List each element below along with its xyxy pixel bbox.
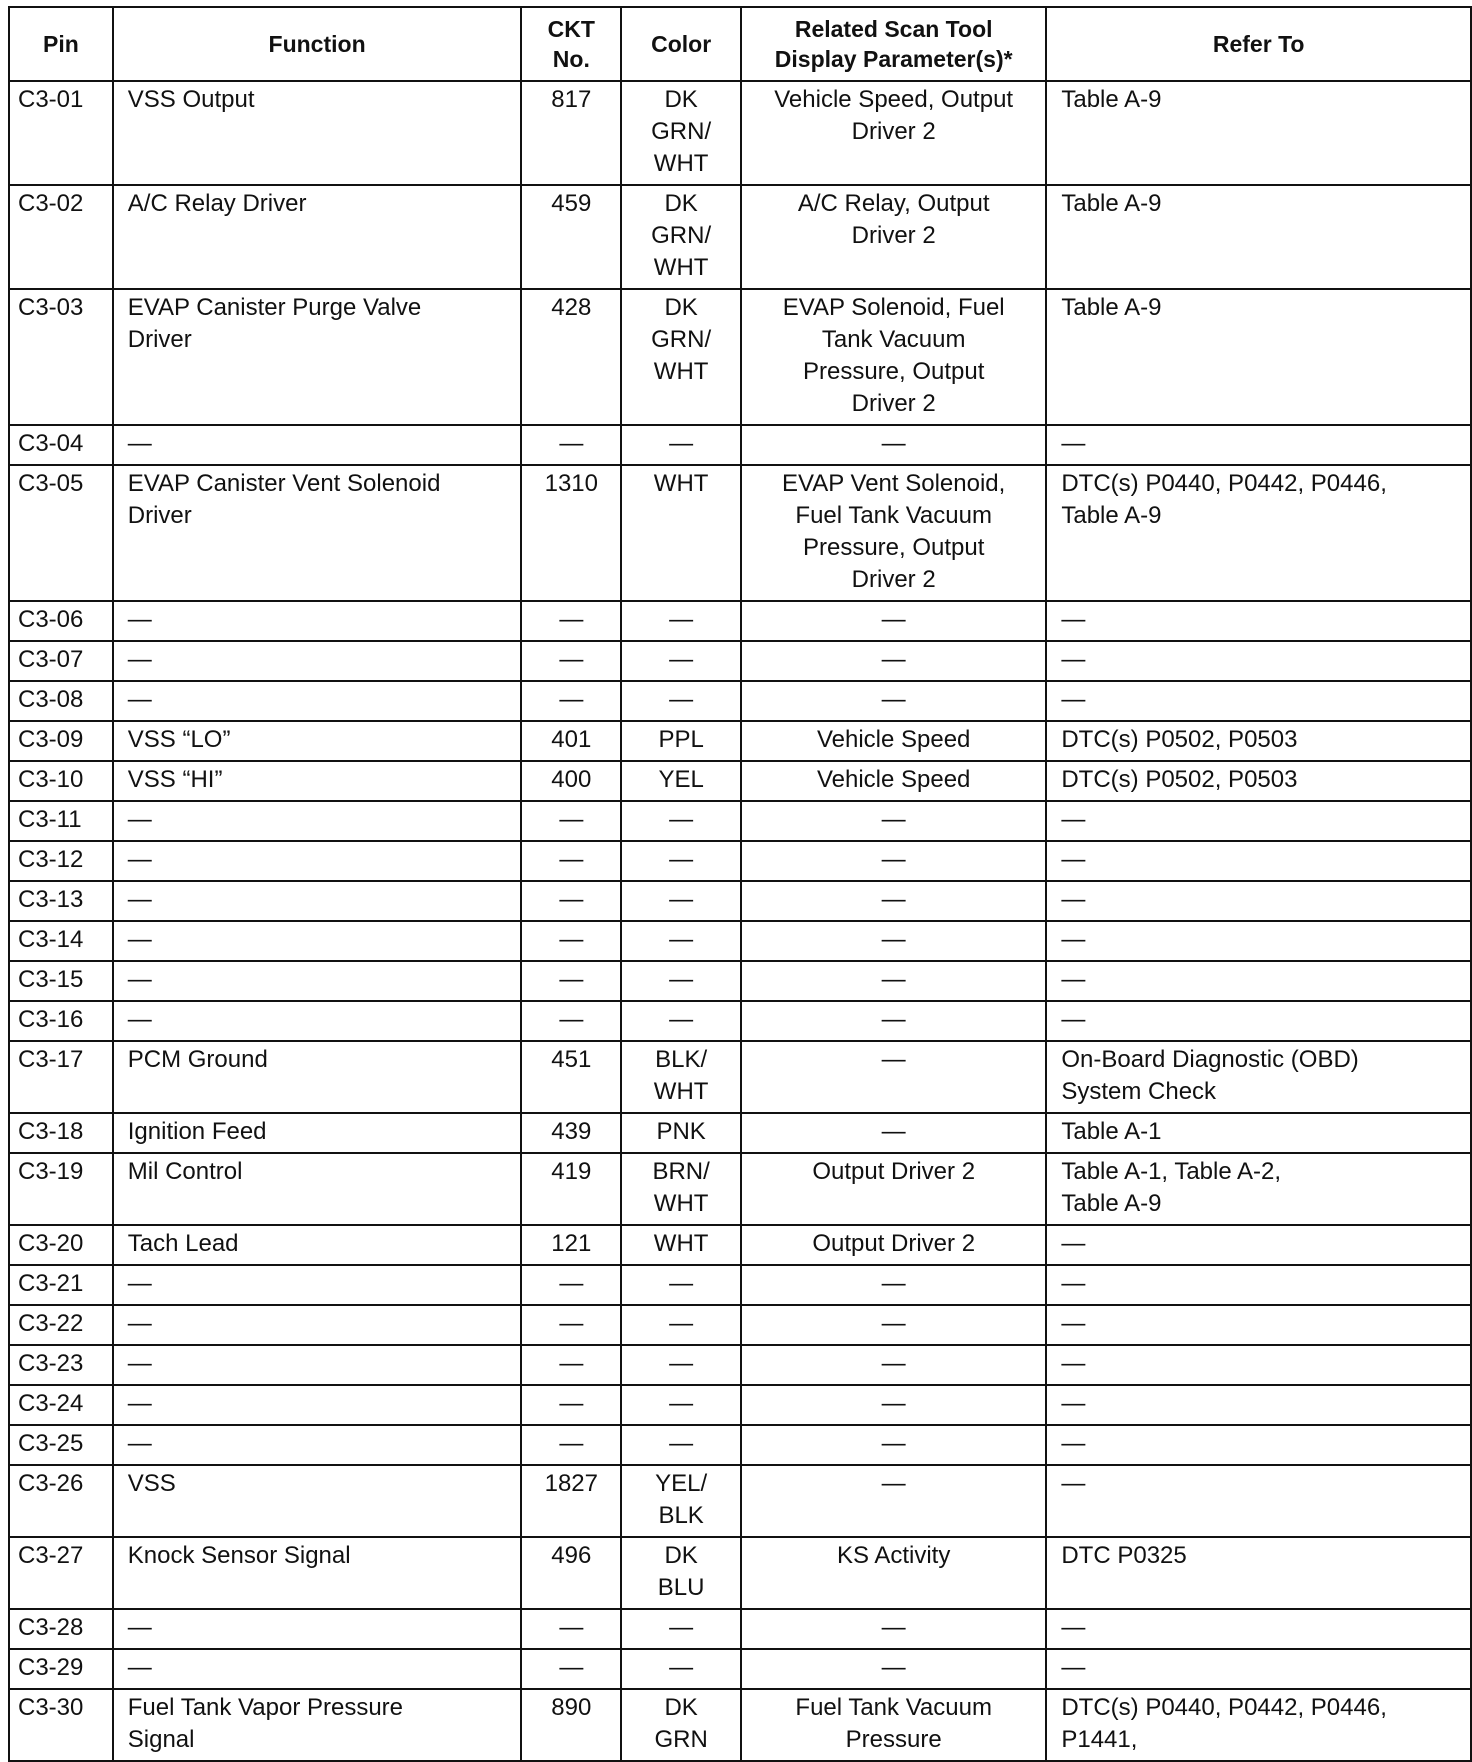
refer-to-cell: —	[1046, 681, 1471, 721]
function-cell: —	[113, 1609, 522, 1649]
pin-cell: C3-01	[9, 81, 113, 185]
pin-cell: C3-29	[9, 1649, 113, 1689]
refer-to-cell: DTC P0325	[1046, 1537, 1471, 1609]
function-cell: EVAP Canister Vent Solenoid Driver	[113, 465, 522, 601]
color-cell: PPL	[621, 721, 741, 761]
function-cell: VSS “HI”	[113, 761, 522, 801]
function-cell: —	[113, 1265, 522, 1305]
pin-cell: C3-12	[9, 841, 113, 881]
ckt-no-cell: 419	[521, 1153, 621, 1225]
header-scan-tool-parameters: Related Scan Tool Display Parameter(s)*	[741, 7, 1046, 81]
function-cell: EVAP Canister Purge Valve Driver	[113, 289, 522, 425]
color-cell: —	[621, 601, 741, 641]
scan-tool-parameter-cell: Output Driver 2	[741, 1225, 1046, 1265]
scan-tool-parameter-cell: —	[741, 1385, 1046, 1425]
pin-cell: C3-03	[9, 289, 113, 425]
table-body	[9, 81, 1471, 1761]
refer-to-cell: —	[1046, 425, 1471, 465]
table-row	[9, 1537, 1471, 1609]
scan-tool-parameter-cell: Output Driver 2	[741, 1153, 1046, 1225]
pin-cell: C3-08	[9, 681, 113, 721]
color-cell: DK GRN	[621, 1689, 741, 1761]
pin-cell: C3-20	[9, 1225, 113, 1265]
ckt-no-cell: —	[521, 1265, 621, 1305]
color-cell: —	[621, 1265, 741, 1305]
scan-tool-parameter-cell: —	[741, 425, 1046, 465]
color-cell: —	[621, 961, 741, 1001]
pin-cell: C3-06	[9, 601, 113, 641]
ckt-no-cell: —	[521, 425, 621, 465]
function-cell: VSS Output	[113, 81, 522, 185]
table-row	[9, 185, 1471, 289]
refer-to-cell: Table A-1	[1046, 1113, 1471, 1153]
refer-to-cell: —	[1046, 961, 1471, 1001]
pin-cell: C3-02	[9, 185, 113, 289]
scan-tool-parameter-cell: —	[741, 681, 1046, 721]
function-cell: Tach Lead	[113, 1225, 522, 1265]
ckt-no-cell: 1827	[521, 1465, 621, 1537]
function-cell: —	[113, 681, 522, 721]
function-cell: —	[113, 425, 522, 465]
scan-tool-parameter-cell: —	[741, 1305, 1046, 1345]
table-row	[9, 961, 1471, 1001]
function-cell: —	[113, 1425, 522, 1465]
table-row	[9, 641, 1471, 681]
function-cell: —	[113, 641, 522, 681]
ckt-no-cell: 890	[521, 1689, 621, 1761]
scan-tool-parameter-cell: —	[741, 641, 1046, 681]
pin-cell: C3-24	[9, 1385, 113, 1425]
color-cell: —	[621, 1425, 741, 1465]
color-cell: DK GRN/ WHT	[621, 185, 741, 289]
header-function: Function	[113, 7, 522, 81]
ckt-no-cell: 121	[521, 1225, 621, 1265]
function-cell: —	[113, 1305, 522, 1345]
pin-cell: C3-13	[9, 881, 113, 921]
refer-to-cell: —	[1046, 1609, 1471, 1649]
color-cell: DK BLU	[621, 1537, 741, 1609]
table-row	[9, 1385, 1471, 1425]
table-row	[9, 289, 1471, 425]
refer-to-cell: —	[1046, 921, 1471, 961]
refer-to-cell: —	[1046, 1265, 1471, 1305]
scan-tool-parameter-cell: —	[741, 1649, 1046, 1689]
pin-cell: C3-05	[9, 465, 113, 601]
color-cell: —	[621, 1385, 741, 1425]
ckt-no-cell: 817	[521, 81, 621, 185]
scan-tool-parameter-cell: —	[741, 921, 1046, 961]
ckt-no-cell: —	[521, 601, 621, 641]
scan-tool-parameter-cell: EVAP Vent Solenoid, Fuel Tank Vacuum Pressure, Output Driver 2	[741, 465, 1046, 601]
scan-tool-parameter-cell: A/C Relay, Output Driver 2	[741, 185, 1046, 289]
table-row	[9, 1265, 1471, 1305]
refer-to-cell: On-Board Diagnostic (OBD) System Check	[1046, 1041, 1471, 1113]
scan-tool-parameter-cell: —	[741, 1265, 1046, 1305]
refer-to-cell: —	[1046, 1649, 1471, 1689]
scan-tool-parameter-cell: —	[741, 841, 1046, 881]
header-refer-to: Refer To	[1046, 7, 1471, 81]
color-cell: DK GRN/ WHT	[621, 289, 741, 425]
pin-cell: C3-07	[9, 641, 113, 681]
table-row	[9, 1113, 1471, 1153]
scan-tool-parameter-cell: KS Activity	[741, 1537, 1046, 1609]
scan-tool-parameter-cell: EVAP Solenoid, Fuel Tank Vacuum Pressure, Output Driver 2	[741, 289, 1046, 425]
scan-tool-parameter-cell: —	[741, 1345, 1046, 1385]
refer-to-cell: DTC(s) P0502, P0503	[1046, 761, 1471, 801]
ckt-no-cell: —	[521, 801, 621, 841]
refer-to-cell: —	[1046, 881, 1471, 921]
pin-cell: C3-30	[9, 1689, 113, 1761]
color-cell: DK GRN/ WHT	[621, 81, 741, 185]
ckt-no-cell: —	[521, 1425, 621, 1465]
table-row	[9, 1649, 1471, 1689]
ckt-no-cell: —	[521, 961, 621, 1001]
function-cell: —	[113, 1649, 522, 1689]
scan-tool-parameter-cell: —	[741, 881, 1046, 921]
refer-to-cell: —	[1046, 801, 1471, 841]
ckt-no-cell: 400	[521, 761, 621, 801]
color-cell: WHT	[621, 465, 741, 601]
table-row	[9, 1465, 1471, 1537]
table-row	[9, 465, 1471, 601]
pin-cell: C3-19	[9, 1153, 113, 1225]
pin-cell: C3-14	[9, 921, 113, 961]
color-cell: —	[621, 1001, 741, 1041]
scan-tool-parameter-cell: —	[741, 961, 1046, 1001]
color-cell: PNK	[621, 1113, 741, 1153]
table-row	[9, 1225, 1471, 1265]
ckt-no-cell: 428	[521, 289, 621, 425]
color-cell: —	[621, 1609, 741, 1649]
ckt-no-cell: —	[521, 1305, 621, 1345]
header-ckt-no: CKT No.	[521, 7, 621, 81]
color-cell: BLK/ WHT	[621, 1041, 741, 1113]
scan-tool-parameter-cell: —	[741, 1609, 1046, 1649]
function-cell: —	[113, 1345, 522, 1385]
table-row	[9, 1153, 1471, 1225]
pin-cell: C3-23	[9, 1345, 113, 1385]
table-row	[9, 681, 1471, 721]
refer-to-cell: DTC(s) P0502, P0503	[1046, 721, 1471, 761]
ckt-no-cell: —	[521, 681, 621, 721]
scan-tool-parameter-cell: —	[741, 1465, 1046, 1537]
pin-table	[8, 6, 1472, 1762]
scan-tool-parameter-cell: Vehicle Speed	[741, 721, 1046, 761]
table-row	[9, 801, 1471, 841]
pin-cell: C3-09	[9, 721, 113, 761]
ckt-no-cell: —	[521, 881, 621, 921]
color-cell: WHT	[621, 1225, 741, 1265]
color-cell: —	[621, 1305, 741, 1345]
header-pin: Pin	[9, 7, 113, 81]
ckt-no-cell: 401	[521, 721, 621, 761]
color-cell: —	[621, 1649, 741, 1689]
refer-to-cell: Table A-9	[1046, 81, 1471, 185]
function-cell: —	[113, 1001, 522, 1041]
color-cell: —	[621, 801, 741, 841]
function-cell: A/C Relay Driver	[113, 185, 522, 289]
scan-tool-parameter-cell: Vehicle Speed	[741, 761, 1046, 801]
color-cell: YEL	[621, 761, 741, 801]
pin-cell: C3-18	[9, 1113, 113, 1153]
table-row	[9, 921, 1471, 961]
refer-to-cell: —	[1046, 1345, 1471, 1385]
scan-tool-parameter-cell: —	[741, 1001, 1046, 1041]
function-cell: PCM Ground	[113, 1041, 522, 1113]
table-row	[9, 881, 1471, 921]
table-row	[9, 1345, 1471, 1385]
pin-cell: C3-17	[9, 1041, 113, 1113]
refer-to-cell: Table A-9	[1046, 185, 1471, 289]
table-row	[9, 761, 1471, 801]
ckt-no-cell: —	[521, 921, 621, 961]
pin-cell: C3-16	[9, 1001, 113, 1041]
table-row	[9, 1041, 1471, 1113]
refer-to-cell: —	[1046, 1425, 1471, 1465]
function-cell: VSS	[113, 1465, 522, 1537]
refer-to-cell: DTC(s) P0440, P0442, P0446, P1441,	[1046, 1689, 1471, 1761]
function-cell: Knock Sensor Signal	[113, 1537, 522, 1609]
ckt-no-cell: 451	[521, 1041, 621, 1113]
table-row	[9, 1001, 1471, 1041]
refer-to-cell: —	[1046, 1465, 1471, 1537]
table-header	[9, 7, 1471, 81]
header-row	[9, 7, 1471, 81]
color-cell: —	[621, 425, 741, 465]
color-cell: —	[621, 881, 741, 921]
pin-cell: C3-22	[9, 1305, 113, 1345]
ckt-no-cell: —	[521, 1385, 621, 1425]
scan-tool-parameter-cell: —	[741, 1041, 1046, 1113]
function-cell: —	[113, 961, 522, 1001]
ckt-no-cell: 439	[521, 1113, 621, 1153]
table-row	[9, 1609, 1471, 1649]
refer-to-cell: —	[1046, 1001, 1471, 1041]
function-cell: —	[113, 1385, 522, 1425]
table-row	[9, 1425, 1471, 1465]
table-row	[9, 721, 1471, 761]
color-cell: BRN/ WHT	[621, 1153, 741, 1225]
table-row	[9, 425, 1471, 465]
table-row	[9, 81, 1471, 185]
color-cell: —	[621, 641, 741, 681]
pin-cell: C3-21	[9, 1265, 113, 1305]
function-cell: Mil Control	[113, 1153, 522, 1225]
pin-cell: C3-26	[9, 1465, 113, 1537]
function-cell: Ignition Feed	[113, 1113, 522, 1153]
refer-to-cell: —	[1046, 601, 1471, 641]
scan-tool-parameter-cell: Fuel Tank Vacuum Pressure	[741, 1689, 1046, 1761]
scan-tool-parameter-cell: —	[741, 1113, 1046, 1153]
header-color: Color	[621, 7, 741, 81]
scan-tool-parameter-cell: Vehicle Speed, Output Driver 2	[741, 81, 1046, 185]
scan-tool-parameter-cell: —	[741, 1425, 1046, 1465]
color-cell: —	[621, 681, 741, 721]
refer-to-cell: Table A-1, Table A-2, Table A-9	[1046, 1153, 1471, 1225]
ckt-no-cell: —	[521, 1649, 621, 1689]
pin-cell: C3-25	[9, 1425, 113, 1465]
pin-cell: C3-15	[9, 961, 113, 1001]
function-cell: —	[113, 601, 522, 641]
pin-cell: C3-28	[9, 1609, 113, 1649]
ckt-no-cell: 1310	[521, 465, 621, 601]
ckt-no-cell: —	[521, 1345, 621, 1385]
ckt-no-cell: 459	[521, 185, 621, 289]
pin-cell: C3-10	[9, 761, 113, 801]
function-cell: —	[113, 841, 522, 881]
pin-cell: C3-27	[9, 1537, 113, 1609]
table-row	[9, 1689, 1471, 1761]
refer-to-cell: —	[1046, 841, 1471, 881]
ckt-no-cell: 496	[521, 1537, 621, 1609]
table-row	[9, 841, 1471, 881]
color-cell: —	[621, 921, 741, 961]
refer-to-cell: —	[1046, 1305, 1471, 1345]
refer-to-cell: —	[1046, 641, 1471, 681]
ckt-no-cell: —	[521, 841, 621, 881]
color-cell: —	[621, 841, 741, 881]
color-cell: —	[621, 1345, 741, 1385]
ckt-no-cell: —	[521, 1609, 621, 1649]
table-row	[9, 601, 1471, 641]
function-cell: —	[113, 801, 522, 841]
refer-to-cell: Table A-9	[1046, 289, 1471, 425]
function-cell: Fuel Tank Vapor Pressure Signal	[113, 1689, 522, 1761]
refer-to-cell: —	[1046, 1385, 1471, 1425]
color-cell: YEL/ BLK	[621, 1465, 741, 1537]
function-cell: —	[113, 881, 522, 921]
pin-cell: C3-04	[9, 425, 113, 465]
pin-cell: C3-11	[9, 801, 113, 841]
refer-to-cell: DTC(s) P0440, P0442, P0446, Table A-9	[1046, 465, 1471, 601]
scan-tool-parameter-cell: —	[741, 601, 1046, 641]
function-cell: —	[113, 921, 522, 961]
function-cell: VSS “LO”	[113, 721, 522, 761]
table-row	[9, 1305, 1471, 1345]
ckt-no-cell: —	[521, 1001, 621, 1041]
refer-to-cell: —	[1046, 1225, 1471, 1265]
ckt-no-cell: —	[521, 641, 621, 681]
scan-tool-parameter-cell: —	[741, 801, 1046, 841]
